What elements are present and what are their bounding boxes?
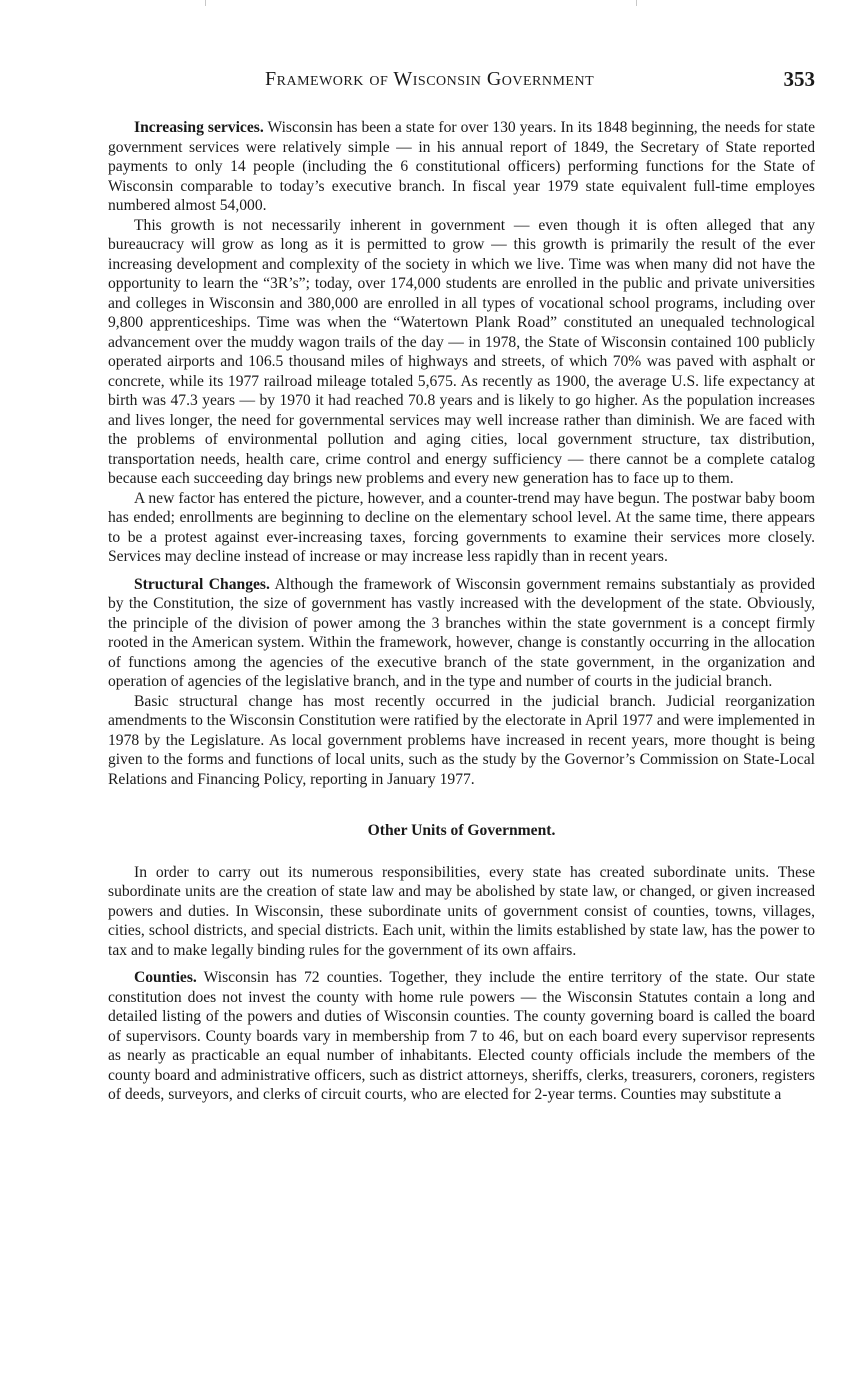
paragraph-structural-changes (108, 575, 815, 692)
run-in-heading: Increasing services. (134, 119, 264, 136)
body-text (108, 118, 815, 1113)
running-title: Framework of Wisconsin Government (265, 68, 595, 90)
run-in-heading: Structural Changes. (134, 575, 270, 593)
paragraph-subordinate-units: In order to carry out its numerous responsibilities, every state has created subordinate units. These subordinate units are the creation of state law and may be abolished by state law, or changed, or given increased powers and duties. In Wisconsin, these subordinate units of government consist of counties, towns, villages, cities, school districts, and special districts. Each unit, within the limits established by state law, has the power to tax and to make legally binding rules for the government of its own affairs. (108, 863, 815, 959)
paragraph-counter-trend: A new factor has entered the picture, however, and a counter-trend may have begun. The postwar baby boom has ended; enrollments are beginning to decline on the elementary school level. At the same time, there appears to be a protest against ever-increasing taxes, forcing governments to examine their services more closely. Services may decline instead of increase or may increase less rapidly than in recent years. (108, 489, 815, 565)
paragraph-counties (108, 968, 815, 1105)
run-in-heading: Counties. (134, 969, 197, 986)
paragraph-text: Wisconsin has 72 counties. Together, they include the entire territory of the state. Our state constitution does not invest the county with home rule powers — the Wisconsin Statutes contain a long and detailed listing of the powers and duties of Wisconsin counties. The county governing board is called the board of supervisors. County boards vary in membership from 7 to 46, but on each board every supervisor represents as nearly as practicable an equal number of inhabitants. Elected county officials include the members of the county board and administrative officers, such as district attorneys, sheriffs, clerks, treasurers, coroners, registers of deeds, surveyors, and clerks of circuit courts, who are elected for 2-year terms. Counties may substitute a (108, 969, 815, 1103)
paragraph-increasing-services (108, 118, 815, 216)
section-heading: Other Units of Government. (367, 822, 556, 839)
scan-artifact-mark (205, 0, 206, 6)
paragraph-text: Although the framework of Wisconsin government remains substantialy as provided by the Constitution, the size of government has vastly increased with the development of the state. Obviously, the principle of the division of power among the 3 branches within the state government is a concept firmly rooted in the American system. Within the framework, however, change is constantly occurring in the allocation of functions among the agencies of the executive branch of the state government, in the organization and operation of agencies of the legislative branch, and in the type and number of courts in the judicial branch. (108, 575, 815, 690)
page-number: 353 (783, 67, 815, 91)
running-head (108, 68, 815, 98)
paragraph-judicial-change: Basic structural change has most recently occurred in the judicial branch. Judicial reorganization amendments to the Wisconsin Constitution were ratified by the electorate in April 1977 and were implemented in 1978 by the Legislature. As local government problems have increased in recent years, more thought is being given to the forms and functions of local units, such as the study by the Governor’s Commission on State-Local Relations and Financing Policy, reporting in January 1977. (108, 692, 815, 788)
scan-artifact-mark (636, 0, 637, 6)
paragraph-text: Wisconsin has been a state for over 130 years. In its 1848 beginning, the needs for state government services were relatively simple — in his annual report of 1849, the Secretary of State reported payments to only 14 people (including the 6 constitutional officers) performing functions for the State of Wisconsin comparable to today’s executive branch. In fiscal year 1979 state equivalent full-time employes numbered almost 54,000. (108, 119, 815, 214)
paragraph-growth: This growth is not necessarily inherent in government — even though it is often alleged that any bureaucracy will grow as long as it is permitted to grow — this growth is primarily the result of the ever increasing development and complexity of the society in which we live. Time was when many did not have the opportunity to learn the “3R’s”; today, over 174,000 students are enrolled in the public and private universities and colleges in Wisconsin and 380,000 are enrolled in all types of vocational school programs, including over 9,800 apprenticeships. Time was when the “Watertown Plank Road” constituted an unequaled technological advancement over the muddy wagon trails of the day — in 1978, the State of Wisconsin contained 100 publicly operated airports and 106.5 thousand miles of highways and streets, of which 70% was paved with asphalt or concrete, while its 1977 railroad mileage totaled 5,675. As recently as 1900, the average U.S. life expectancy at birth was 47.3 years — by 1970 it had reached 70.8 years and is likely to go higher. As the population increases and lives longer, the need for governmental services may well increase rather than diminish. We are faced with the problems of environmental pollution and aging cities, local government structure, tax distribution, transportation needs, health care, crime control and energy sufficiency — there cannot be a complete catalog because each succeeding day brings new problems and every new generation has to face up to them. (108, 216, 815, 487)
